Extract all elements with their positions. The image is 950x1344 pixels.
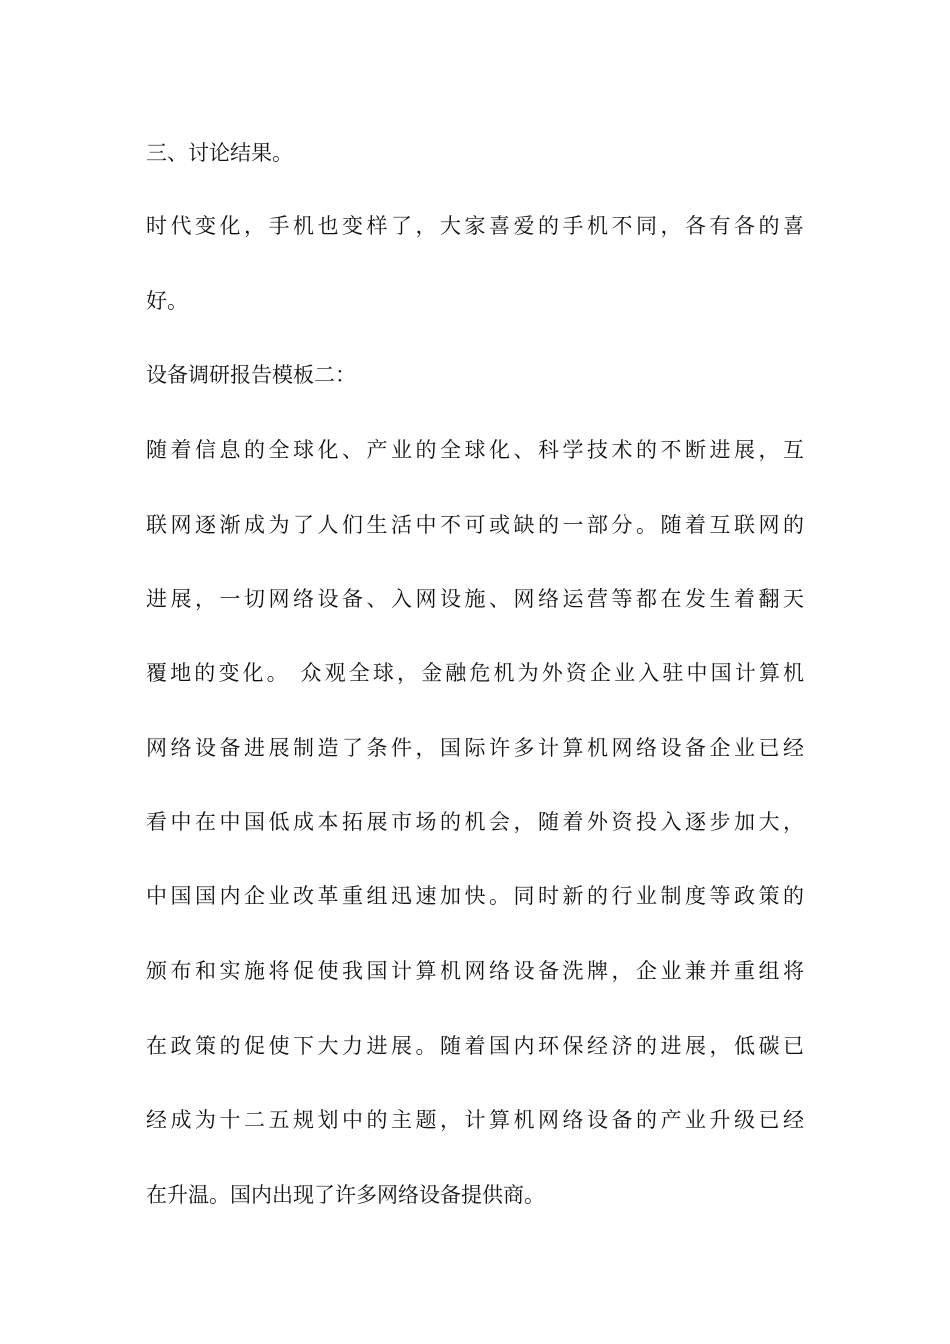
- paragraph-line: 在政策的促使下大力进展。随着国内环保经济的进展，低碳已: [146, 1034, 804, 1058]
- paragraph-line: 颁布和实施将促使我国计算机网络设备洗牌，企业兼并重组将: [146, 959, 804, 983]
- paragraph-line: 进展，一切网络设备、入网设施、网络运营等都在发生着翻天: [146, 587, 804, 611]
- section-heading: 三、讨论结果。: [146, 141, 293, 165]
- paragraph-line: 联网逐渐成为了人们生活中不可或缺的一部分。随着互联网的: [146, 513, 804, 537]
- paragraph-line: 好。: [146, 289, 188, 313]
- section-heading: 设备调研报告模板二：: [146, 363, 356, 387]
- paragraph-line: 在升温。国内出现了许多网络设备提供商。: [146, 1183, 545, 1207]
- paragraph-line: 经成为十二五规划中的主题，计算机网络设备的产业升级已经: [146, 1108, 804, 1132]
- paragraph-line: 网络设备进展制造了条件，国际许多计算机网络设备企业已经: [146, 736, 804, 760]
- paragraph-line: 看中在中国低成本拓展市场的机会，随着外资投入逐步加大，: [146, 810, 804, 834]
- paragraph-line: 时代变化，手机也变样了，大家喜爱的手机不同，各有各的喜: [146, 214, 804, 238]
- paragraph-line: 随着信息的全球化、产业的全球化、科学技术的不断进展，互: [146, 438, 804, 462]
- paragraph-line: 覆地的变化。 众观全球，金融危机为外资企业入驻中国计算机: [146, 661, 804, 685]
- paragraph-line: 中国国内企业改革重组迅速加快。同时新的行业制度等政策的: [146, 884, 804, 908]
